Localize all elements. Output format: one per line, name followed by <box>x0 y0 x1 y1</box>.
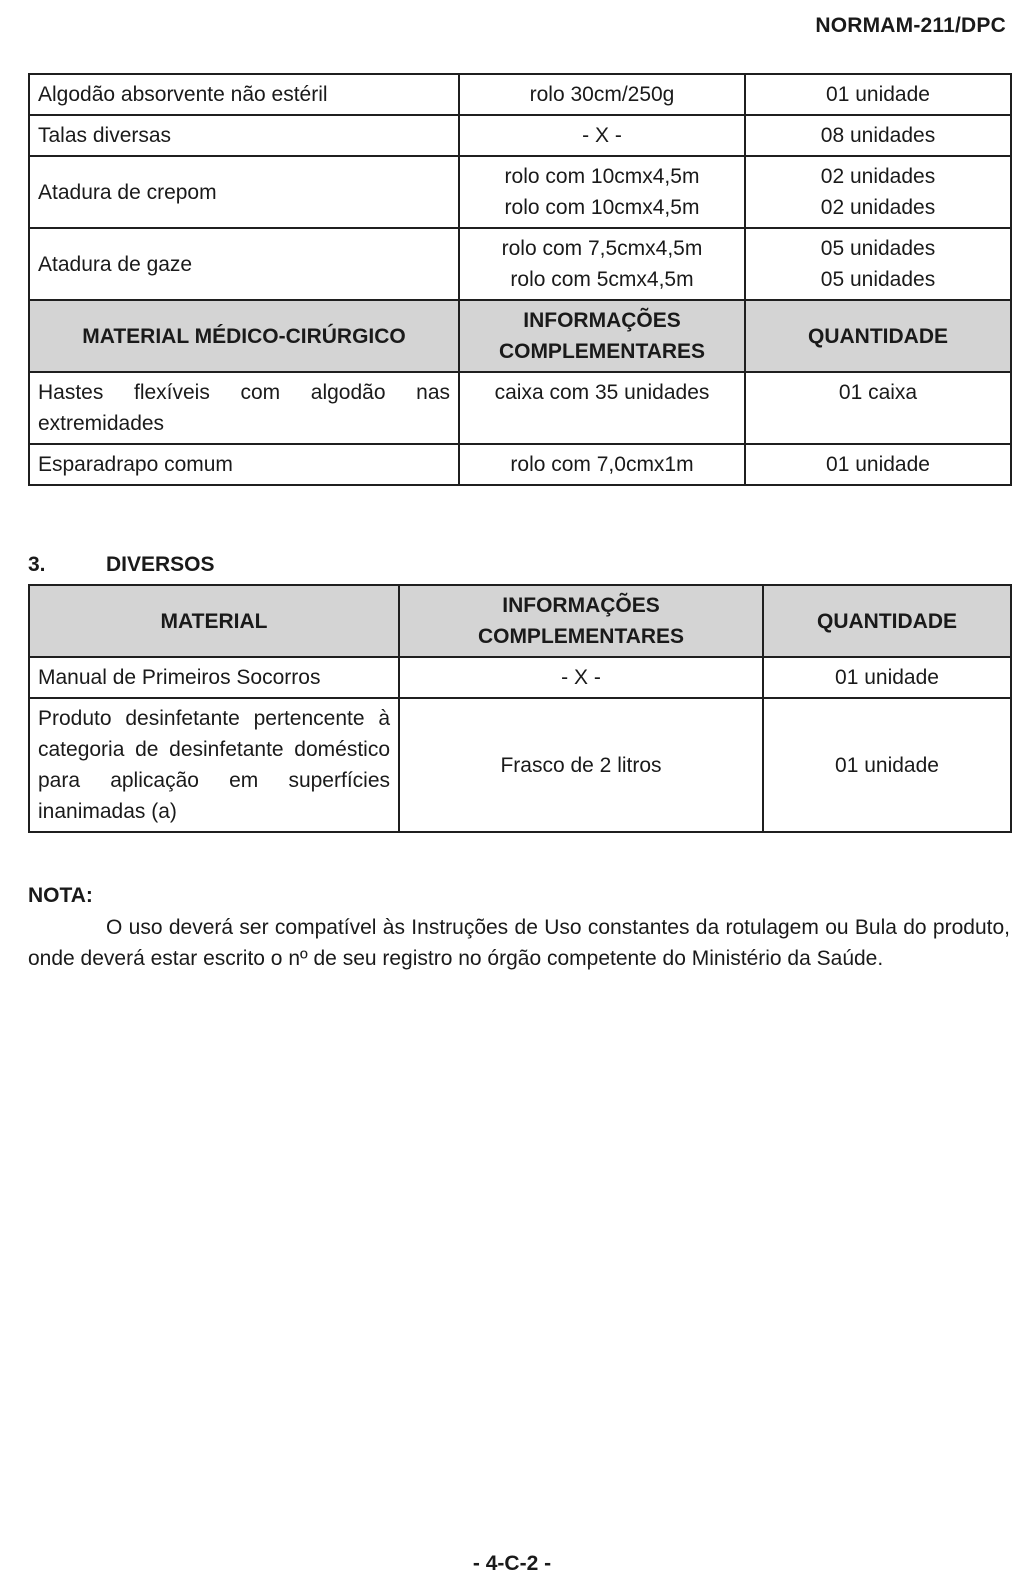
info-line: rolo com 7,5cmx4,5m <box>501 237 703 260</box>
table-header-row <box>29 300 1011 372</box>
column-header-quantity: QUANTIDADE <box>763 585 1011 657</box>
material-cell: Manual de Primeiros Socorros <box>29 657 399 698</box>
info-line: rolo com 5cmx4,5m <box>510 268 694 291</box>
table-row <box>29 74 1011 115</box>
info-cell: rolo com 7,0cmx1m <box>459 444 745 485</box>
info-cell: - X - <box>459 115 745 156</box>
quantity-cell <box>745 156 1011 228</box>
column-header-info <box>459 300 745 372</box>
material-cell: Algodão absorvente não estéril <box>29 74 459 115</box>
surgical-material-table <box>28 73 1012 486</box>
quantity-line: 02 unidades <box>820 196 936 219</box>
header-line: INFORMAÇÕES <box>502 594 660 617</box>
header-line: COMPLEMENTARES <box>477 625 685 648</box>
section-number: 3. <box>28 553 46 576</box>
info-line: rolo com 10cmx4,5m <box>504 196 700 219</box>
quantity-cell: 01 caixa <box>745 372 1011 444</box>
info-cell: rolo 30cm/250g <box>459 74 745 115</box>
material-cell: Produto desinfetante pertencente à categoria de desinfetante doméstico para aplicação em superfícies inanimadas (a) <box>29 698 399 832</box>
quantity-line: 05 unidades <box>820 237 936 260</box>
table-row <box>29 444 1011 485</box>
table-row <box>29 372 1011 444</box>
quantity-line: 02 unidades <box>820 165 936 188</box>
section-heading <box>28 553 215 577</box>
column-header-quantity: QUANTIDADE <box>745 300 1011 372</box>
column-header-info <box>399 585 763 657</box>
section-title: DIVERSOS <box>106 553 215 576</box>
quantity-cell: 01 unidade <box>745 74 1011 115</box>
quantity-cell: 01 unidade <box>763 657 1011 698</box>
info-line: rolo com 10cmx4,5m <box>504 165 700 188</box>
note-body: O uso deverá ser compatível às Instruções de Uso constantes da rotulagem ou Bula do produto, onde deverá estar escrito o nº de seu registro no órgão competente do Ministério da Saúde. <box>28 916 1010 970</box>
info-cell <box>459 228 745 300</box>
quantity-cell: 01 unidade <box>745 444 1011 485</box>
material-cell: Hastes flexíveis com algodão nas extremidades <box>29 372 459 444</box>
table-row <box>29 115 1011 156</box>
material-cell: Talas diversas <box>29 115 459 156</box>
note-title: NOTA: <box>28 884 93 907</box>
info-cell: caixa com 35 unidades <box>459 372 745 444</box>
material-cell: Esparadrapo comum <box>29 444 459 485</box>
info-cell: - X - <box>399 657 763 698</box>
info-cell <box>459 156 745 228</box>
table-row <box>29 228 1011 300</box>
quantity-cell: 08 unidades <box>745 115 1011 156</box>
header-line: INFORMAÇÕES <box>523 309 681 332</box>
info-cell: Frasco de 2 litros <box>399 698 763 832</box>
page-number: - 4-C-2 - <box>472 1552 552 1575</box>
quantity-cell <box>745 228 1011 300</box>
document-code: NORMAM-211/DPC <box>815 14 1006 37</box>
column-header-material: MATERIAL MÉDICO-CIRÚRGICO <box>29 300 459 372</box>
table-row <box>29 156 1011 228</box>
quantity-line: 05 unidades <box>820 268 936 291</box>
material-cell: Atadura de gaze <box>29 228 459 300</box>
quantity-cell: 01 unidade <box>763 698 1011 832</box>
material-cell: Atadura de crepom <box>29 156 459 228</box>
misc-material-table <box>28 584 1012 833</box>
table-row <box>29 657 1011 698</box>
column-header-material: MATERIAL <box>29 585 399 657</box>
table-row <box>29 698 1011 832</box>
table-header-row <box>29 585 1011 657</box>
header-line: COMPLEMENTARES <box>498 340 706 363</box>
